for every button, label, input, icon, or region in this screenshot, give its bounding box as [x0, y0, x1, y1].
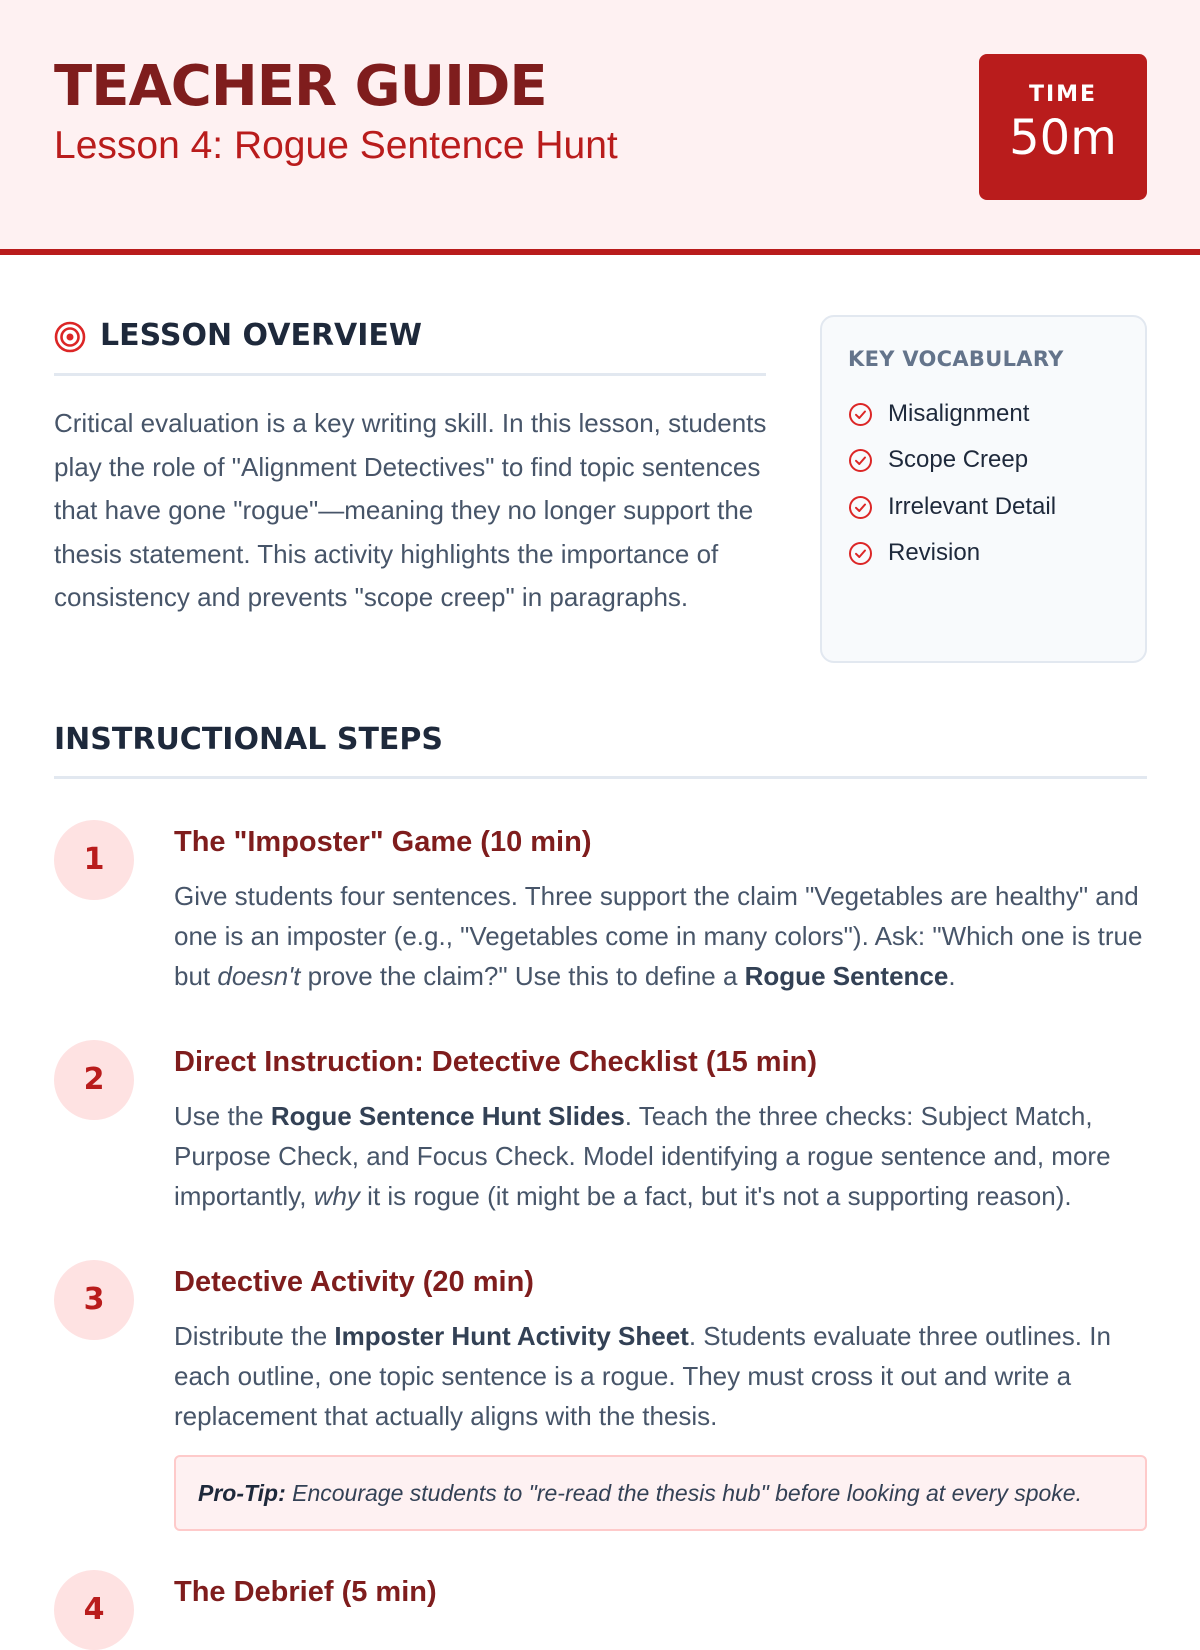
pro-tip-label: Pro-Tip: — [198, 1480, 286, 1506]
step-number: 3 — [54, 1260, 134, 1340]
vocabulary-term: Revision — [888, 539, 981, 566]
overview-heading: LESSON OVERVIEW — [100, 318, 423, 353]
vocabulary-title: KEY VOCABULARY — [848, 347, 1064, 371]
step-number: 1 — [54, 820, 134, 900]
overview-divider — [54, 373, 766, 376]
steps-heading: INSTRUCTIONAL STEPS — [54, 722, 443, 757]
lesson-subtitle: Lesson 4: Rogue Sentence Hunt — [54, 124, 618, 167]
page-header — [0, 0, 1200, 255]
step-title: The "Imposter" Game (10 min) — [174, 826, 592, 858]
time-label: TIME — [1028, 82, 1098, 107]
step-title: Direct Instruction: Detective Checklist (15 min) — [174, 1046, 817, 1078]
overview-text: Critical evaluation is a key writing skill. In this lesson, students play the role of "Alignment Detectives" to find topic sentences that have gone "rogue"—meaning they no longer support the thesis statement. This activity highlights the importance of consistency and prevents "scope creep" in paragraphs. — [54, 408, 767, 612]
check-circle-icon — [848, 402, 873, 427]
check-circle-icon — [848, 448, 873, 473]
step-title: The Debrief (5 min) — [174, 1576, 437, 1608]
vocabulary-term: Misalignment — [888, 400, 1030, 427]
check-circle-icon — [848, 495, 873, 520]
step-title: Detective Activity (20 min) — [174, 1266, 534, 1298]
step-description: Distribute the Imposter Hunt Activity Sheet. Students evaluate three outlines. In each outline, one topic sentence is a rogue. They must cross it out and write a replacement that actually aligns with the thesis. — [174, 1321, 1111, 1431]
pro-tip-text: Encourage students to "re-read the thesis hub" before looking at every spoke. — [285, 1480, 1082, 1506]
pro-tip-callout — [174, 1455, 1147, 1531]
vocabulary-term: Irrelevant Detail — [888, 493, 1057, 520]
target-icon — [54, 321, 86, 353]
page-title: TEACHER GUIDE — [54, 54, 547, 119]
step-number: 2 — [54, 1040, 134, 1120]
step-description: Give students four sentences. Three support the claim "Vegetables are healthy" and one is an imposter (e.g., "Vegetables come in many colors"). Ask: "Which one is true but doesn't prove the claim?" Use this to define a Rogue Sentence. — [174, 881, 1143, 991]
check-circle-icon — [848, 541, 873, 566]
time-value: 50m — [1009, 110, 1117, 166]
vocabulary-card — [820, 315, 1147, 663]
vocabulary-term: Scope Creep — [888, 446, 1029, 473]
time-badge — [979, 54, 1147, 200]
steps-divider — [54, 776, 1147, 779]
step-number: 4 — [54, 1570, 134, 1650]
step-description: Use the Rogue Sentence Hunt Slides. Teach the three checks: Subject Match, Purpose Check, and Focus Check. Model identifying a rogue sentence and, more importantly, why it is rogue (it might be a fact, but it's not a supporting reason). — [174, 1101, 1111, 1211]
